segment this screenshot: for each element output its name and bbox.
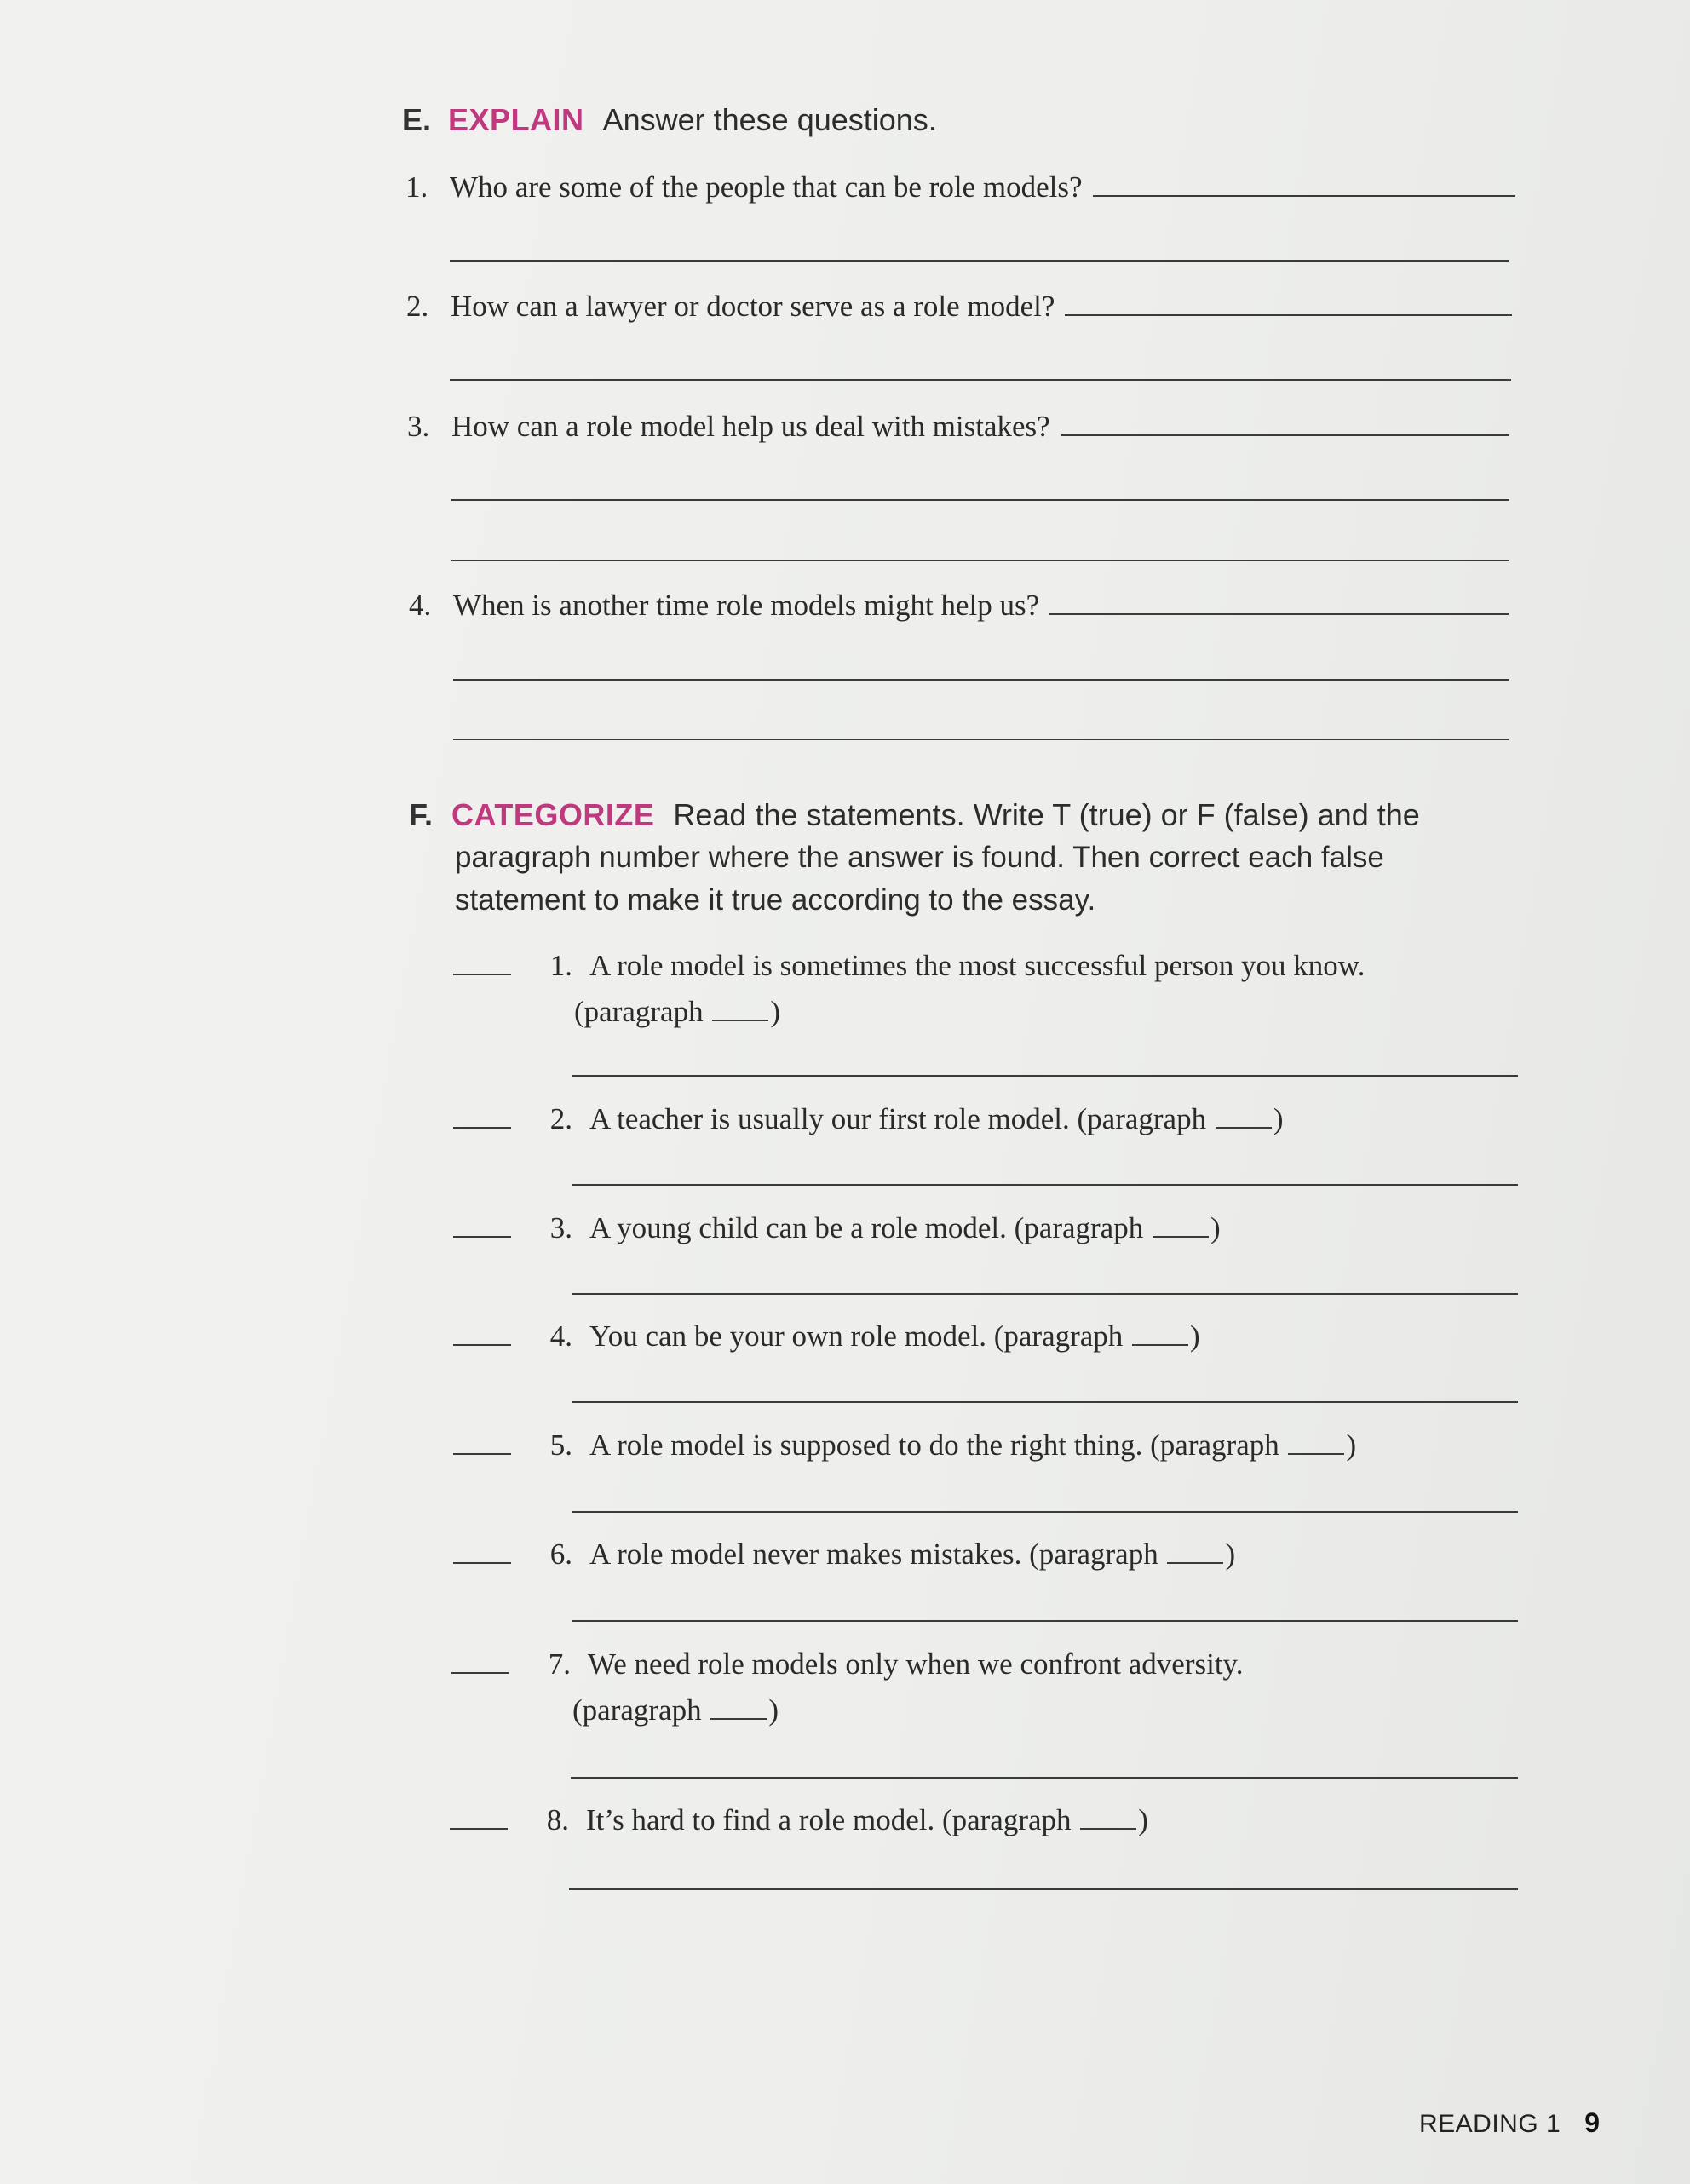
statement-6 [453, 1532, 1520, 1577]
statement-8 [450, 1798, 1520, 1842]
answer-line[interactable] [453, 679, 1509, 681]
statement-text [589, 1423, 1356, 1468]
question-text: How can a role model help us deal with mistakes? [451, 410, 1050, 443]
paragraph-blank[interactable] [1216, 1105, 1272, 1129]
close-paren: ) [768, 1693, 779, 1727]
paragraph-blank[interactable] [1080, 1806, 1136, 1830]
statement-text [589, 1097, 1283, 1141]
question-1 [405, 167, 1515, 208]
page-number: 9 [1584, 2107, 1601, 2138]
paragraph-blank[interactable] [1167, 1540, 1223, 1564]
paragraph-word: (paragraph [993, 1319, 1124, 1353]
paragraph-blank[interactable] [712, 997, 768, 1021]
paragraph-blank[interactable] [1288, 1431, 1344, 1455]
question-2 [406, 286, 1512, 327]
statement-number: 7. [548, 1647, 571, 1681]
answer-line[interactable] [1049, 588, 1509, 615]
close-paren: ) [1225, 1537, 1236, 1571]
question-number: 4. [409, 589, 432, 622]
question-text: When is another time role models might help us? [453, 589, 1040, 622]
page-footer [1419, 2107, 1600, 2139]
correction-line[interactable] [572, 1293, 1518, 1295]
statement-2 [453, 1097, 1520, 1141]
close-paren: ) [1346, 1428, 1357, 1462]
section-letter: E. [402, 102, 432, 137]
correction-line[interactable] [572, 1511, 1518, 1513]
paragraph-word: (paragraph [1029, 1537, 1158, 1571]
statement-number: 8. [546, 1803, 569, 1836]
statement-7 [451, 1642, 1520, 1687]
section-instruction-line-3: statement to make it true according to the essay. [455, 883, 1096, 917]
statement-body: A teacher is usually our first role model. [589, 1102, 1070, 1135]
statement-3 [453, 1206, 1520, 1250]
question-4 [409, 585, 1509, 626]
answer-line[interactable] [453, 739, 1509, 740]
true-false-blank[interactable] [451, 1647, 509, 1674]
close-paren: ) [1190, 1319, 1200, 1353]
statement-body: A young child can be a role model. [589, 1211, 1007, 1244]
paragraph-ref [572, 1688, 779, 1733]
correction-line[interactable] [572, 1075, 1518, 1077]
close-paren: ) [1138, 1803, 1148, 1836]
statement-number: 6. [549, 1537, 572, 1571]
paragraph-word: (paragraph [1077, 1102, 1207, 1135]
section-instruction-line-2: paragraph number where the answer is found. Then correct each false [455, 841, 1384, 874]
question-number: 3. [407, 410, 430, 443]
statement-text [589, 1314, 1200, 1359]
true-false-blank[interactable] [453, 1428, 511, 1455]
paragraph-word: (paragraph [941, 1803, 1072, 1836]
answer-line[interactable] [1093, 170, 1515, 197]
correction-line[interactable] [572, 1620, 1518, 1622]
section-keyword: EXPLAIN [448, 102, 584, 137]
true-false-blank[interactable] [453, 948, 511, 975]
answer-line[interactable] [1065, 289, 1512, 316]
statement-4 [453, 1314, 1520, 1359]
answer-line[interactable] [451, 560, 1509, 561]
question-number: 1. [405, 170, 428, 204]
section-f-heading [409, 794, 1420, 836]
correction-line[interactable] [572, 1184, 1518, 1186]
statement-text [589, 1532, 1235, 1577]
correction-line[interactable] [571, 1777, 1518, 1779]
correction-line[interactable] [572, 1401, 1518, 1403]
section-instruction-line-1: Read the statements. Write T (true) or F (false) and the [673, 797, 1420, 832]
question-number: 2. [406, 290, 429, 323]
statement-body: You can be your own role model. [589, 1319, 986, 1353]
footer-label: READING 1 [1419, 2110, 1561, 2138]
paragraph-blank[interactable] [1153, 1214, 1209, 1238]
statement-text: We need role models only when we confront adversity. [588, 1647, 1244, 1681]
close-paren: ) [1273, 1102, 1284, 1135]
paragraph-ref [574, 990, 780, 1034]
question-3 [407, 406, 1509, 447]
section-letter: F. [409, 797, 434, 832]
true-false-blank[interactable] [453, 1319, 511, 1346]
question-text: Who are some of the people that can be role models? [450, 170, 1083, 204]
true-false-blank[interactable] [453, 1537, 511, 1564]
statement-number: 5. [549, 1428, 572, 1462]
section-keyword: CATEGORIZE [451, 797, 655, 832]
statement-5 [453, 1423, 1520, 1468]
answer-line[interactable] [450, 379, 1511, 381]
section-e-heading [402, 99, 937, 141]
answer-line[interactable] [450, 260, 1509, 262]
statement-body: It’s hard to find a role model. [586, 1803, 935, 1836]
statement-text [589, 1206, 1221, 1250]
paragraph-word: (paragraph [1150, 1428, 1279, 1462]
close-paren: ) [770, 995, 780, 1028]
true-false-blank[interactable] [450, 1802, 508, 1830]
question-text: How can a lawyer or doctor serve as a role model? [451, 290, 1055, 323]
statement-body: A role model is supposed to do the right thing. [589, 1428, 1143, 1462]
statement-1 [453, 944, 1520, 988]
statement-number: 3. [549, 1211, 572, 1244]
answer-line[interactable] [1061, 409, 1509, 436]
paragraph-word: (paragraph [574, 995, 704, 1028]
paragraph-blank[interactable] [710, 1696, 767, 1720]
answer-line[interactable] [451, 499, 1509, 501]
statement-number: 2. [549, 1102, 572, 1135]
true-false-blank[interactable] [453, 1101, 511, 1129]
correction-line[interactable] [569, 1888, 1518, 1890]
statement-text: A role model is sometimes the most successful person you know. [589, 949, 1365, 982]
section-instruction: Answer these questions. [602, 102, 937, 137]
paragraph-blank[interactable] [1132, 1322, 1188, 1346]
statement-text [586, 1798, 1148, 1842]
paragraph-word: (paragraph [1014, 1211, 1144, 1244]
statement-number: 1. [549, 949, 572, 982]
statement-number: 4. [549, 1319, 572, 1353]
statement-body: A role model never makes mistakes. [589, 1537, 1022, 1571]
close-paren: ) [1210, 1211, 1221, 1244]
paragraph-word: (paragraph [572, 1693, 702, 1727]
true-false-blank[interactable] [453, 1210, 511, 1238]
